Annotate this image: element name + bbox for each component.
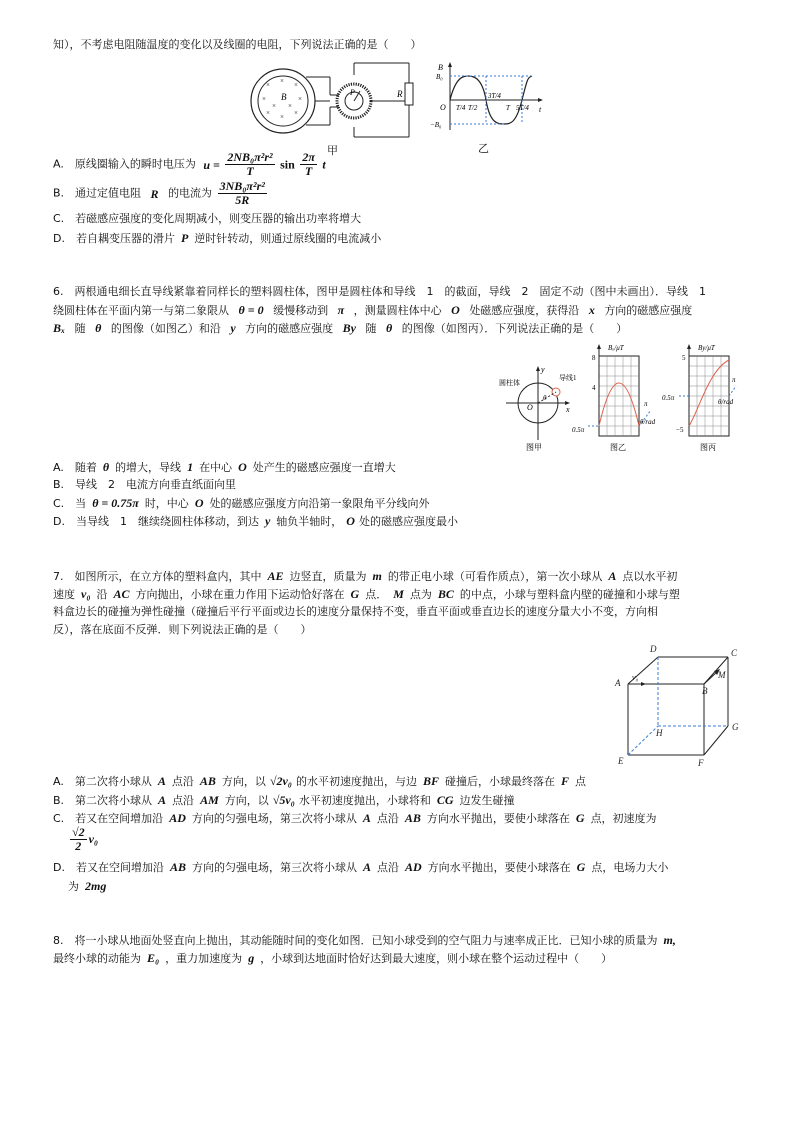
svg-text:图丙: 图丙 <box>700 443 716 452</box>
q7-option-c-fraction: $\frac{√2}{2}$ v₀ <box>72 825 99 853</box>
svg-text:D: D <box>650 644 657 654</box>
svg-text:F: F <box>698 758 704 768</box>
svg-text:A: A <box>615 678 621 688</box>
svg-text:×: × <box>298 95 302 103</box>
q6-option-a[interactable]: A. 随着 θ 的增大，导线 1 在中心 O 处产生的磁感应强度一直增大 <box>53 460 396 474</box>
q8-stem-line1: 8. 将一小球从地面处竖直向上抛出，其动能随时间的变化如图．已知小球受到的空气阻力与速率成正比．已知小球的质量为 m, <box>53 933 676 947</box>
resistor-R <box>405 83 413 105</box>
q6-stem-line2: 绕圆柱体在平面内第一与第二象限从 θ = 0 缓慢移动到 π ，测量圆柱体中心 O 处磁感应强度，获得沿 x 方向的磁感应强度 <box>53 303 693 317</box>
q7-option-d[interactable]: D. 若又在空间增加沿 AB 方向的匀强电场，第三次将小球从 A 点沿 AD 方向水平抛出，要使小球落在 G 点，电场力大小 <box>53 860 669 874</box>
q6-option-b[interactable]: B. 导线 2 电流方向垂直纸面向里 <box>53 478 237 491</box>
q6-figures <box>496 340 746 455</box>
svg-text:θ: θ <box>543 394 547 402</box>
svg-text:G: G <box>732 722 739 732</box>
svg-text:B: B <box>438 63 443 72</box>
q5-fig-yi-caption: 乙 <box>478 142 489 155</box>
svg-text:×: × <box>266 109 270 117</box>
svg-text:R: R <box>397 89 403 99</box>
svg-text:H: H <box>656 728 663 738</box>
svg-text:导线1: 导线1 <box>559 374 577 382</box>
svg-text:C: C <box>731 648 738 658</box>
q6-figure-yi <box>572 344 656 452</box>
svg-text:8: 8 <box>592 354 596 362</box>
q5-fig-jia-caption: 甲 <box>327 144 338 157</box>
svg-text:0.5π: 0.5π <box>662 394 675 402</box>
svg-text:B: B <box>702 686 708 696</box>
q5-option-d[interactable]: D. 若自耦变压器的滑片 P 逆时针转动，则通过原线圈的电流减小 <box>53 231 382 245</box>
q7-cube-figure <box>610 640 750 770</box>
svg-text:v₀: v₀ <box>632 673 639 682</box>
q6-figure-jia <box>499 365 577 452</box>
q5-option-a[interactable]: A. 原线圈输入的瞬时电压为 u = $\frac{\text{2NB₀π²r²}}{T}$ sin $\frac{2\pi}{T}$ t <box>53 150 326 178</box>
svg-text:T/4: T/4 <box>456 104 466 112</box>
svg-text:M: M <box>718 670 726 680</box>
svg-text:图乙: 图乙 <box>610 443 626 452</box>
q7-stem-line2: 速度 v₀ 沿 AC 方向抛出，小球在重力作用下运动恰好落在 G 点． M 点为 BC 的中点，小球与塑料盒内壁的碰撞和小球与塑 <box>53 587 680 601</box>
svg-text:×: × <box>266 81 270 89</box>
svg-text:×: × <box>280 113 284 121</box>
q5-figure-yi <box>428 60 548 138</box>
q5-stem-tail: 知），不考虑电阻随温度的变化以及线圈的电阻，下列说法正确的是（ ） <box>53 38 422 51</box>
svg-text:y: y <box>541 365 545 374</box>
svg-text:×: × <box>262 95 266 103</box>
svg-text:T: T <box>506 104 510 112</box>
q7-option-d-cont: 为 2mg <box>68 879 107 893</box>
q5-option-c[interactable]: C. 若磁感应强度的变化周期减小，则变压器的输出功率将增大 <box>53 212 362 225</box>
svg-text:x: x <box>566 405 570 414</box>
q7-stem-line3: 料盒边长的碰撞为弹性碰撞（碰撞后平行平面或边长的速度分量保持不变，垂直平面或垂直边长的速度分量大小不变，方向相 <box>53 605 658 618</box>
bx-curve <box>599 383 639 426</box>
svg-text:圆柱体: 圆柱体 <box>499 379 520 387</box>
q5-figure-jia <box>246 55 418 150</box>
svg-text:θ/rad: θ/rad <box>718 398 734 406</box>
q7-stem-line1: 7. 如图所示，在立方体的塑料盒内，其中 AE 边竖直，质量为 m 的带正电小球（可看作质点），第一次小球从 A 点以水平初 <box>53 569 678 583</box>
svg-text:×: × <box>280 77 284 85</box>
svg-text:5T/4: 5T/4 <box>516 104 529 112</box>
q6-stem-line1: 6. 两根通电细长直导线紧靠着同样长的塑料圆柱体，图甲是圆柱体和导线 1 的截面，导线 2 固定不动（图中未画出）．导线 1 <box>53 285 706 298</box>
q7-option-b[interactable]: B. 第二次将小球从 A 点沿 AM 方向，以 √5v₀ 水平初速度抛出，小球将和 CG 边发生碰撞 <box>53 793 515 807</box>
svg-text:π: π <box>732 376 736 384</box>
q6-stem-line3: Bₓ 随 θ 的图像（如图乙）和沿 y 方向的磁感应强度 By 随 θ 的图像（如图丙）．下列说法正确的是（ ） <box>53 321 628 335</box>
svg-text:π: π <box>644 400 648 408</box>
svg-text:O: O <box>527 403 533 412</box>
svg-text:×: × <box>288 102 292 110</box>
svg-text:4: 4 <box>592 384 596 392</box>
q6-figure-bing <box>662 344 736 452</box>
svg-text:3T/4: 3T/4 <box>488 92 501 100</box>
svg-text:0.5π: 0.5π <box>572 426 585 434</box>
q8-stem-line2: 最终小球的动能为 E₀ ，重力加速度为 g ，小球到达地面时恰好达到最大速度，则小球在整个运动过程中（ ） <box>53 951 613 965</box>
svg-text:−5: −5 <box>676 426 684 434</box>
svg-text:×: × <box>294 81 298 89</box>
svg-text:T/2: T/2 <box>468 104 478 112</box>
svg-text:5: 5 <box>682 354 686 362</box>
svg-text:t: t <box>539 105 542 114</box>
q6-option-c[interactable]: C. 当 θ = 0.75π 时，中心 O 处的磁感应强度方向沿第一象限角平分线向外 <box>53 496 430 510</box>
svg-text:B: B <box>281 92 287 102</box>
q7-option-c[interactable]: C. 若又在空间增加沿 AD 方向的匀强电场，第三次将小球从 A 点沿 AB 方向水平抛出，要使小球落在 G 点，初速度为 <box>53 811 657 825</box>
q5-option-b[interactable]: B. 通过定值电阻 R 的电流为 $\frac{\text{3NB₀π²r²}}{5R}$ <box>53 179 265 207</box>
q7-option-a[interactable]: A. 第二次将小球从 A 点沿 AB 方向，以 √2v₀ 的水平初速度抛出，与边 BF 碰撞后，小球最终落在 F 点 <box>53 774 586 788</box>
svg-text:E: E <box>618 756 624 766</box>
svg-text:×: × <box>294 109 298 117</box>
svg-text:B₀: B₀ <box>436 73 443 81</box>
svg-text:P: P <box>350 88 355 97</box>
q6-option-d[interactable]: D. 当导线 1 继续绕圆柱体移动，到达 y 轴负半轴时， O 处的磁感应强度最小 <box>53 514 458 528</box>
svg-text:图甲: 图甲 <box>526 443 542 452</box>
svg-text:θ/rad: θ/rad <box>640 418 656 426</box>
q7-stem-line4: 反），落在底面不反弹．则下列说法正确的是（ ） <box>53 623 312 636</box>
svg-text:×: × <box>272 102 276 110</box>
svg-text:−B₀: −B₀ <box>430 121 442 129</box>
svg-text:O: O <box>440 103 446 112</box>
svg-text:Bₓ/μT: Bₓ/μT <box>608 344 624 352</box>
svg-text:By/μT: By/μT <box>698 344 715 352</box>
